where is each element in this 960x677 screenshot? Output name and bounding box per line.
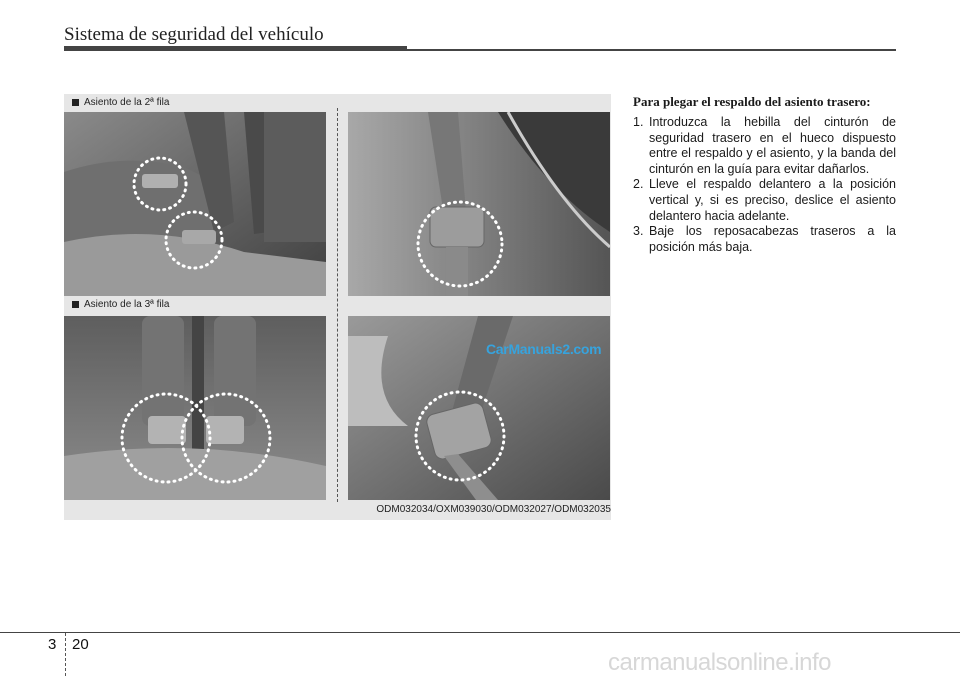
footer-rule: [0, 632, 960, 633]
square-bullet-icon: [72, 301, 79, 308]
figure-label-row2: [72, 97, 169, 108]
step-number: 1.: [633, 115, 644, 129]
step-3: [633, 224, 896, 255]
rear-seat-2nd-row-photo: [64, 112, 326, 296]
square-bullet-icon: [72, 99, 79, 106]
step-2: [633, 177, 896, 224]
figure-divider: [337, 108, 338, 502]
step-number: 3.: [633, 224, 644, 239]
step-text: Introduzca la hebilla del cinturón de seguridad trasero en el hueco dispuesto entre el respaldo y el asiento, y la banda del cinturón en la guía para evitar dañarlos.: [649, 115, 896, 176]
figure-code: ODM032034/OXM039030/ODM032027/ODM032035: [376, 504, 611, 515]
seatbelt-buckle-2nd-row-photo: [348, 112, 610, 296]
page-number: 20: [72, 636, 89, 653]
watermark: CarManuals2.com: [486, 341, 602, 357]
header-rule: [64, 46, 407, 51]
chapter-number: 3: [48, 636, 57, 653]
header-title: Sistema de seguridad del vehículo: [64, 24, 324, 45]
figure-label-row3: [72, 299, 169, 310]
step-number: 2.: [633, 177, 644, 192]
subheading: Para plegar el respaldo del asiento trasero:: [633, 94, 871, 109]
header-rule-thin: [407, 49, 896, 51]
figure-label-row2-text: Asiento de la 2ª fila: [84, 97, 170, 108]
rear-seat-3rd-row-photo: [64, 316, 326, 500]
text-column: [633, 94, 896, 255]
footer-divider: [65, 633, 66, 676]
figure-label-row3-text: Asiento de la 3ª fila: [84, 299, 170, 310]
step-text: Lleve el respaldo delantero a la posición vertical y, si es preciso, deslice el asiento delantero hacia adelante.: [649, 177, 896, 223]
site-watermark: carmanualsonline.info: [608, 649, 831, 676]
step-1: [633, 115, 896, 177]
step-text: Baje los reposacabezas traseros a la posición más baja.: [649, 224, 896, 254]
